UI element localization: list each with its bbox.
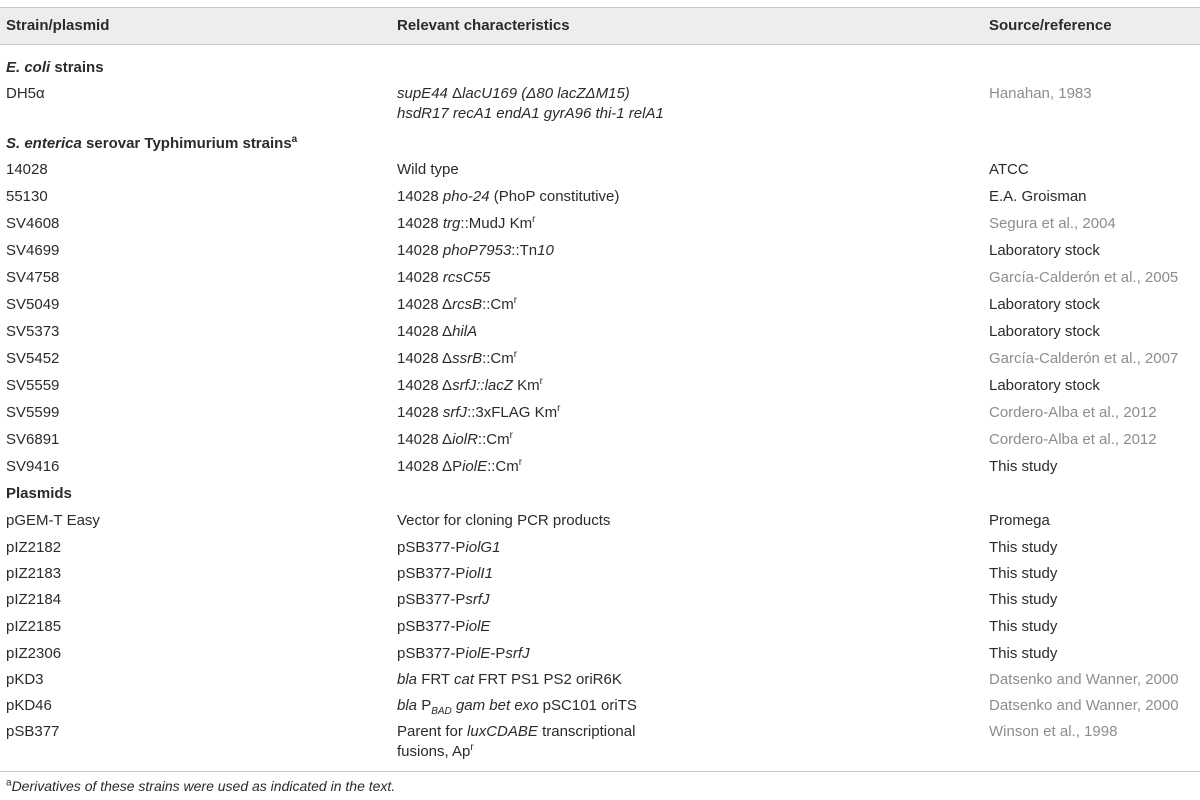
strain-id: 14028 xyxy=(6,161,48,178)
characteristics: 14028 rcsC55 xyxy=(397,269,491,286)
plasmid-id: pIZ2184 xyxy=(6,591,62,608)
characteristics: Wild type xyxy=(397,161,459,178)
header-strain-plasmid: Strain/plasmid xyxy=(6,17,110,34)
strain-id: SV5559 xyxy=(6,377,60,394)
header-source-reference: Source/reference xyxy=(989,17,1112,34)
reference-link[interactable]: Cordero-Alba et al., 2012 xyxy=(989,431,1157,448)
characteristics: 14028 ΔsrfJ::lacZ Km$^r$ xyxy=(397,376,543,394)
characteristics: bla $P_{BAD}$ gam bet exo pSC101 oriTS xyxy=(397,697,637,717)
plasmid-id: pIZ2306 xyxy=(6,645,62,662)
plasmid-id: pIZ2182 xyxy=(6,539,62,556)
table-row xyxy=(0,586,1200,612)
reference-link[interactable]: García-Calderón et al., 2005 xyxy=(989,269,1179,286)
source: This study xyxy=(989,591,1058,608)
table-row xyxy=(0,399,1200,425)
table-row xyxy=(0,210,1200,236)
strain-id: 55130 xyxy=(6,188,48,205)
reference-link[interactable]: García-Calderón et al., 2007 xyxy=(989,350,1179,367)
source: ATCC xyxy=(989,161,1029,178)
table-footnote: $^a$Derivatives of these strains were used as indicated in the text. xyxy=(6,777,396,794)
characteristics: Vector for cloning PCR products xyxy=(397,512,611,529)
table-row xyxy=(0,80,1200,126)
characteristics: Parent for luxCDABE transcriptional fusions, Ap$^r$ xyxy=(397,723,636,760)
strain-id: SV9416 xyxy=(6,458,60,475)
header-relevant-characteristics: Relevant characteristics xyxy=(397,17,570,34)
table-row xyxy=(0,237,1200,263)
table-header xyxy=(0,7,1200,45)
table-row xyxy=(0,345,1200,371)
strain-id: SV4699 xyxy=(6,242,60,259)
characteristics: 14028 ΔPiolE::Cm$^r$ xyxy=(397,457,523,475)
source: Laboratory stock xyxy=(989,296,1100,313)
section-senterica-strains: S. enterica serovar Typhimurium strains$^a$ xyxy=(6,134,298,152)
table-row xyxy=(0,613,1200,639)
table-row xyxy=(0,318,1200,344)
strain-id: SV5599 xyxy=(6,404,60,421)
characteristics: pSB377-PiolI1 xyxy=(397,565,493,582)
source: This study xyxy=(989,645,1058,662)
reference-link[interactable]: Hanahan, 1983 xyxy=(989,85,1092,102)
characteristics: pSB377-PiolE-PsrfJ xyxy=(397,645,530,662)
table-row xyxy=(0,507,1200,533)
table-row xyxy=(0,156,1200,182)
reference-link[interactable]: Datsenko and Wanner, 2000 xyxy=(989,671,1179,688)
characteristics: 14028 srfJ::3xFLAG Km$^r$ xyxy=(397,403,561,421)
plasmid-id: pKD46 xyxy=(6,697,52,714)
reference-link[interactable]: Segura et al., 2004 xyxy=(989,215,1116,232)
table-row xyxy=(0,453,1200,479)
characteristics: 14028 pho-24 (PhoP constitutive) xyxy=(397,188,620,205)
characteristics: pSB377-PsrfJ xyxy=(397,591,490,608)
characteristics: 14028 ΔssrB::Cm$^r$ xyxy=(397,349,518,367)
table-row xyxy=(0,534,1200,560)
characteristics: 14028 ΔiolR::Cm$^r$ xyxy=(397,430,513,448)
plasmid-id: pKD3 xyxy=(6,671,44,688)
table-row xyxy=(0,640,1200,666)
reference-link[interactable]: Cordero-Alba et al., 2012 xyxy=(989,404,1157,421)
characteristics: supE44 ΔlacU169 (Δ80 lacZΔM15) hsdR17 recA1 endA1 gyrA96 thi-1 relA1 xyxy=(397,85,664,122)
strain-id: DH5α xyxy=(6,85,45,102)
table-bottom-rule xyxy=(0,771,1200,772)
source: Laboratory stock xyxy=(989,377,1100,394)
section-ecoli-strains: E. coli strains xyxy=(6,59,104,76)
plasmid-id: pSB377 xyxy=(6,723,60,740)
table-row xyxy=(0,718,1200,764)
table-row xyxy=(0,692,1200,718)
table-row xyxy=(0,264,1200,290)
source: Promega xyxy=(989,512,1050,529)
source: This study xyxy=(989,565,1058,582)
source: Laboratory stock xyxy=(989,242,1100,259)
table-row xyxy=(0,426,1200,452)
section-plasmids: Plasmids xyxy=(6,485,72,502)
source: Laboratory stock xyxy=(989,323,1100,340)
table-row xyxy=(0,372,1200,398)
characteristics: pSB377-PiolG1 xyxy=(397,539,501,556)
table-row xyxy=(0,666,1200,692)
table-row xyxy=(0,560,1200,586)
characteristics: 14028 phoP7953::Tn10 xyxy=(397,242,554,259)
plasmid-id: pIZ2183 xyxy=(6,565,62,582)
plasmid-id: pGEM-T Easy xyxy=(6,512,100,529)
strain-id: SV5049 xyxy=(6,296,60,313)
strain-id: SV4758 xyxy=(6,269,60,286)
reference-link[interactable]: Datsenko and Wanner, 2000 xyxy=(989,697,1179,714)
reference-link[interactable]: Winson et al., 1998 xyxy=(989,723,1118,740)
characteristics: 14028 trg::MudJ Km$^r$ xyxy=(397,214,536,232)
characteristics: bla FRT cat FRT PS1 PS2 oriR6K xyxy=(397,671,622,688)
strain-id: SV5452 xyxy=(6,350,60,367)
plasmid-id: pIZ2185 xyxy=(6,618,62,635)
source: This study xyxy=(989,618,1058,635)
strain-id: SV4608 xyxy=(6,215,60,232)
characteristics: 14028 ΔrcsB::Cm$^r$ xyxy=(397,295,518,313)
table-row xyxy=(0,291,1200,317)
source: This study xyxy=(989,539,1058,556)
characteristics: 14028 ΔhilA xyxy=(397,323,478,340)
source: E.A. Groisman xyxy=(989,188,1087,205)
strain-id: SV6891 xyxy=(6,431,60,448)
source: This study xyxy=(989,458,1058,475)
table-row xyxy=(0,183,1200,209)
characteristics: pSB377-PiolE xyxy=(397,618,491,635)
strain-id: SV5373 xyxy=(6,323,60,340)
